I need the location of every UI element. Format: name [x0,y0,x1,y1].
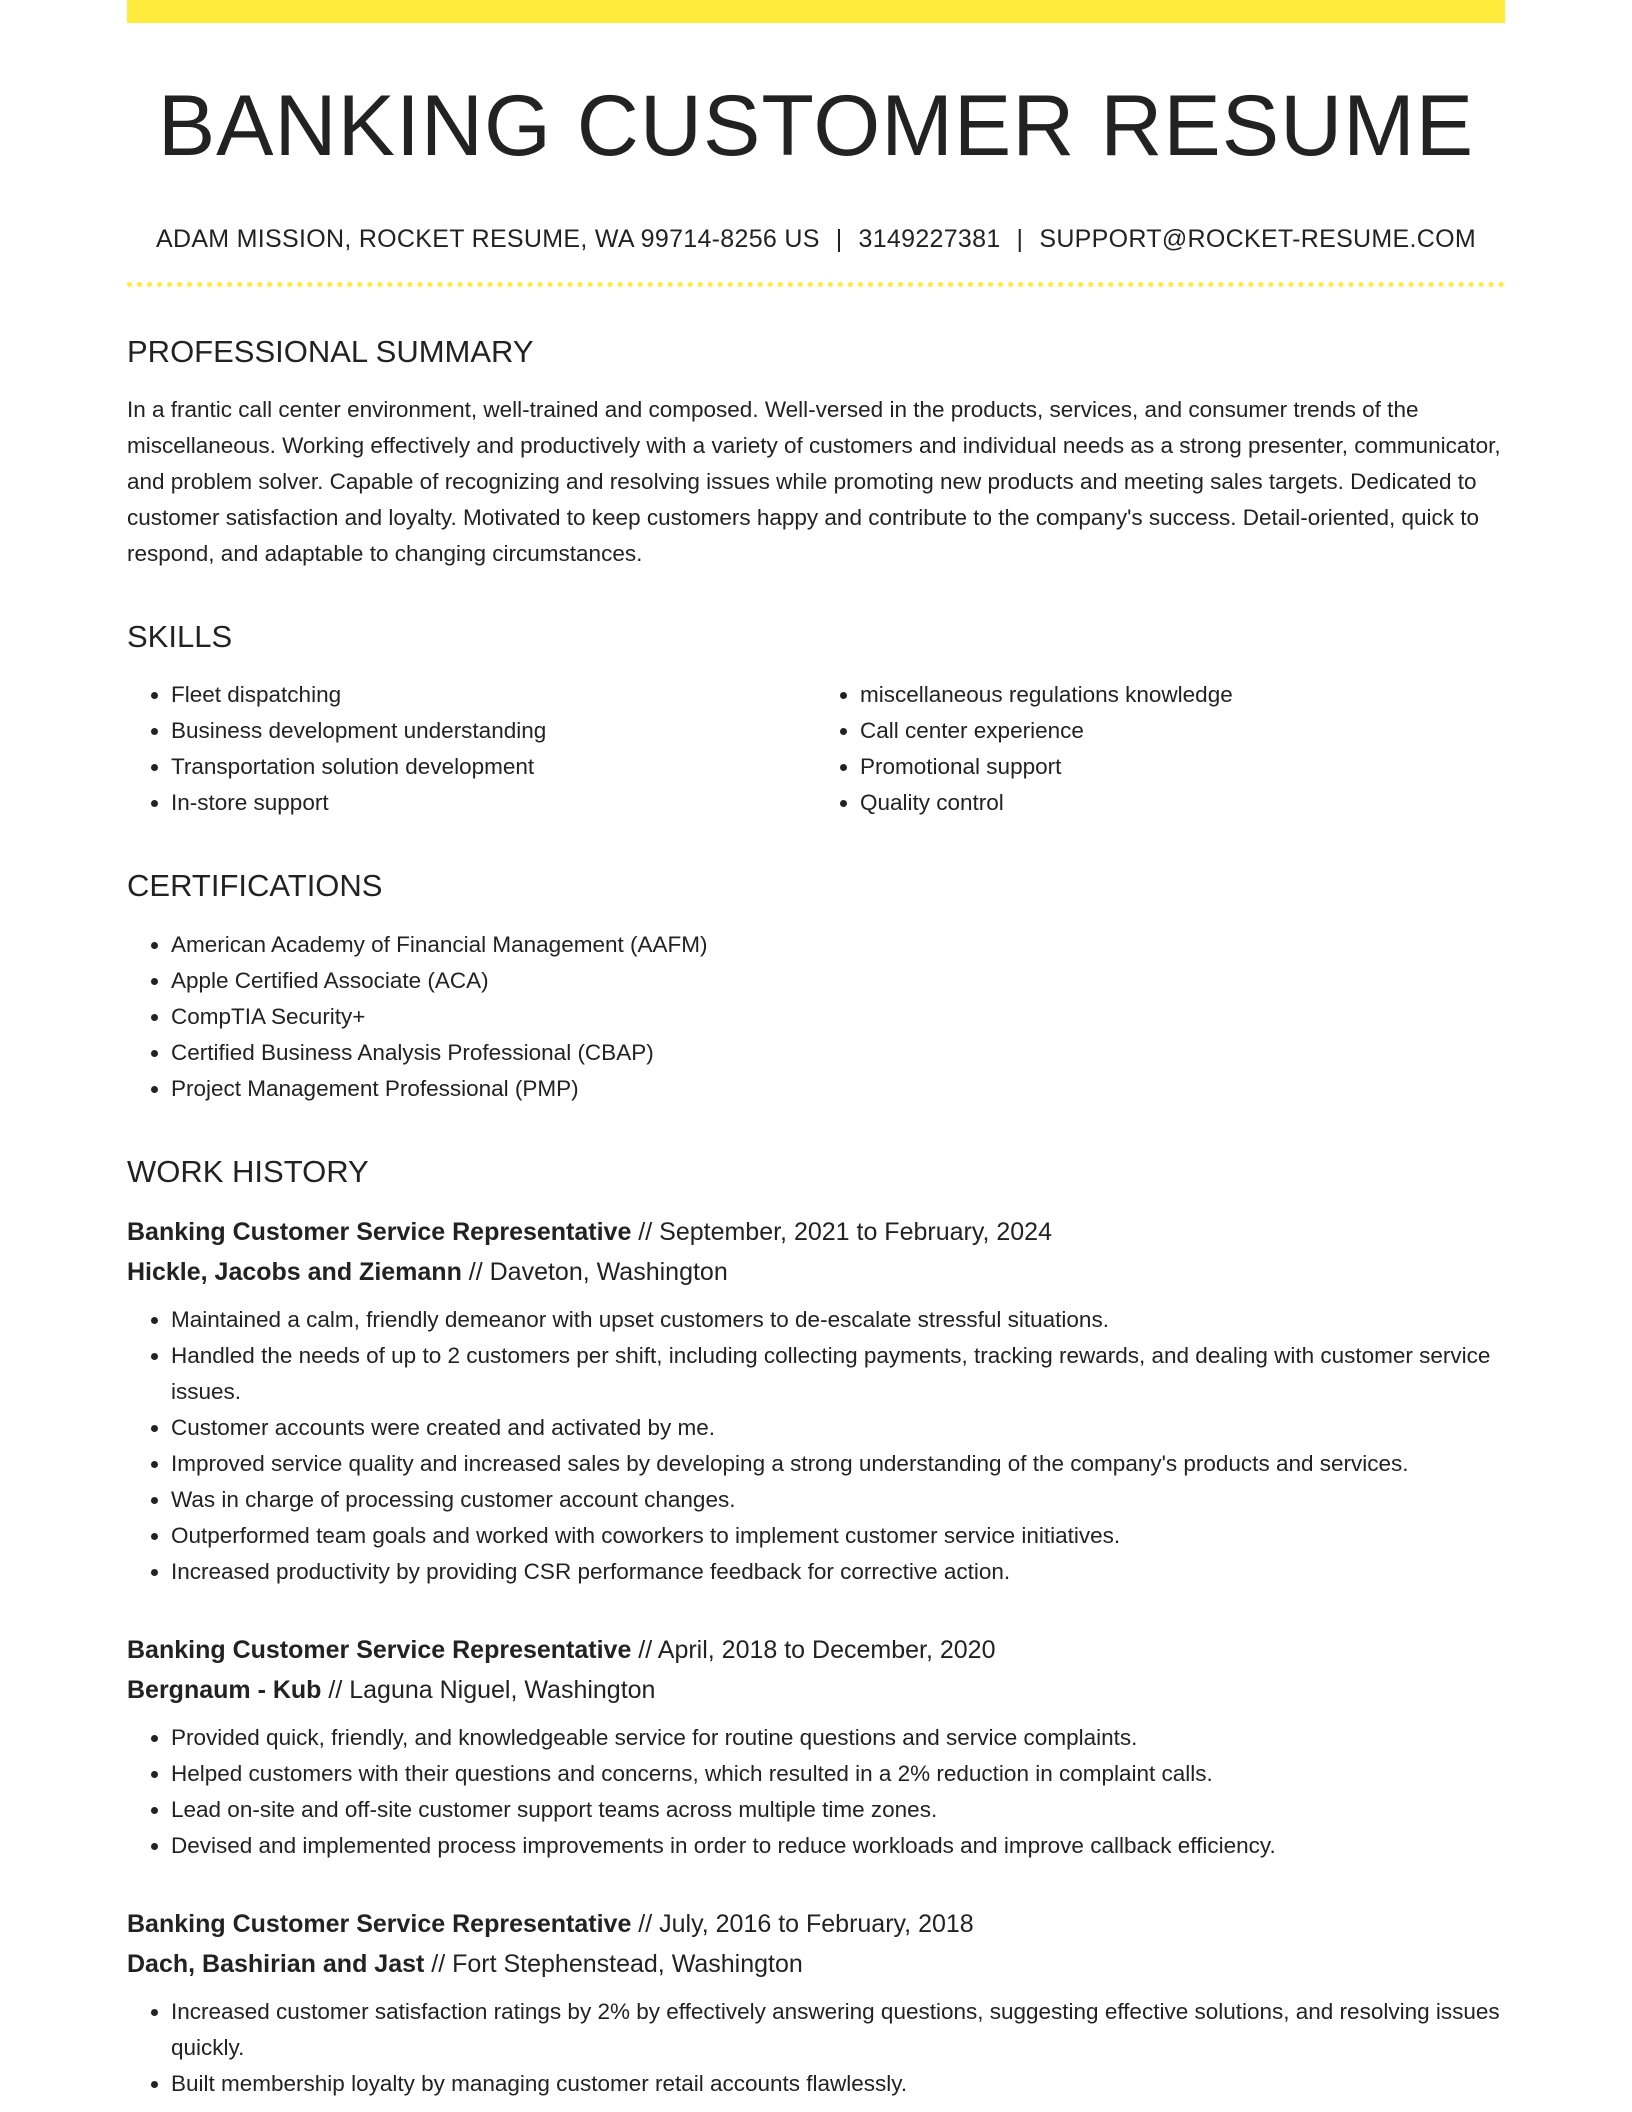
job-title: Banking Customer Service Representative [127,1635,632,1664]
skills-list-left [127,677,816,821]
top-accent-bar [127,0,1505,23]
summary-heading: PROFESSIONAL SUMMARY [127,334,534,369]
skill-item: • Call center experience [860,713,1505,749]
job-title: Banking Customer Service Representative [127,1217,632,1246]
job-entry [127,1630,1505,1864]
contact-separator: | [835,225,843,253]
skills-list-right [816,677,1505,821]
resume-title: BANKING CUSTOMER RESUME [157,78,1475,174]
job-location: // Laguna Niguel, Washington [321,1675,656,1704]
skills-columns [127,677,1505,821]
job-title-line [127,1212,1505,1252]
job-bullet: • Customer accounts were created and activated by me. [171,1410,1505,1446]
job-title: Banking Customer Service Representative [127,1909,632,1938]
job-company: Hickle, Jacobs and Ziemann [127,1257,462,1286]
contact-address: ADAM MISSION, ROCKET RESUME, WA 99714-8256 US [156,225,820,253]
contact-phone: 3149227381 [858,225,1001,253]
dotted-divider [127,282,1505,287]
work-history-heading: WORK HISTORY [127,1153,369,1189]
certification-item: • American Academy of Financial Management (AAFM) [171,927,1505,963]
job-company: Dach, Bashirian and Jast [127,1949,425,1978]
job-dates: // July, 2016 to February, 2018 [631,1909,974,1938]
job-company-line [127,1670,1505,1710]
job-bullet: • Helped customers with their questions and concerns, which resulted in a 2% reduction in complaint calls. [171,1756,1505,1792]
job-bullets [127,1994,1505,2102]
job-bullet: • Devised and implemented process improvements in order to reduce workloads and improve callback efficiency. [171,1828,1505,1864]
skill-item: • Business development understanding [171,713,816,749]
job-title-line [127,1904,1505,1944]
contact-separator: | [1016,225,1024,253]
job-company-line [127,1944,1505,1984]
job-entry [127,1212,1505,1590]
skill-item: • Promotional support [860,749,1505,785]
job-dates: // April, 2018 to December, 2020 [631,1635,996,1664]
skill-item: • Quality control [860,785,1505,821]
job-company-line [127,1252,1505,1292]
contact-line [127,225,1505,254]
job-bullet: • Maintained a calm, friendly demeanor with upset customers to de-escalate stressful situations. [171,1302,1505,1338]
job-location: // Daveton, Washington [461,1257,728,1286]
contact-email: SUPPORT@ROCKET-RESUME.COM [1039,225,1476,253]
certification-item: • Project Management Professional (PMP) [171,1071,1505,1107]
skill-item: • In-store support [171,785,816,821]
certifications-list [127,927,1505,1107]
job-bullet: • Lead on-site and off-site customer support teams across multiple time zones. [171,1792,1505,1828]
skills-heading: SKILLS [127,619,233,655]
job-bullets [127,1302,1505,1590]
job-bullet: • Improved service quality and increased sales by developing a strong understanding of the company's products and services. [171,1446,1505,1482]
job-location: // Fort Stephenstead, Washington [424,1949,803,1978]
job-title-line [127,1630,1505,1670]
certification-item: • CompTIA Security+ [171,999,1505,1035]
job-bullet: • Was in charge of processing customer account changes. [171,1482,1505,1518]
job-entry [127,1904,1505,2102]
job-bullet: • Handled the needs of up to 2 customers per shift, including collecting payments, tracking rewards, and dealing with customer service issues. [171,1338,1505,1410]
certifications-heading: CERTIFICATIONS [127,868,383,904]
skill-item: • miscellaneous regulations knowledge [860,677,1505,713]
skill-item: • Transportation solution development [171,749,816,785]
summary-text: In a frantic call center environment, well-trained and composed. Well-versed in the products, services, and consumer trends of the miscellaneous. Working effectively and productively with a variety of customers and individual needs as a strong presenter, communicator, and problem solver. Capable of recognizing and resolving issues while promoting new products and meeting sales targets. Dedicated to customer satisfaction and loyalty. Motivated to keep customers happy and contribute to the company's success. Detail-oriented, quick to respond, and adaptable to changing circumstances. [127,397,1501,567]
job-dates: // September, 2021 to February, 2024 [631,1217,1052,1246]
job-bullets [127,1720,1505,1864]
certification-item: • Certified Business Analysis Professional (CBAP) [171,1035,1505,1071]
job-bullet: • Built membership loyalty by managing customer retail accounts flawlessly. [171,2066,1505,2102]
job-company: Bergnaum - Kub [127,1675,322,1704]
job-bullet: • Increased productivity by providing CSR performance feedback for corrective action. [171,1554,1505,1590]
skill-item: • Fleet dispatching [171,677,816,713]
certification-item: • Apple Certified Associate (ACA) [171,963,1505,999]
resume-page [127,0,1505,2102]
job-bullet: • Increased customer satisfaction ratings by 2% by effectively answering questions, suggesting effective solutions, and resolving issues quickly. [171,1994,1505,2066]
job-bullet: • Outperformed team goals and worked with coworkers to implement customer service initiatives. [171,1518,1505,1554]
job-bullet: • Provided quick, friendly, and knowledgeable service for routine questions and service complaints. [171,1720,1505,1756]
